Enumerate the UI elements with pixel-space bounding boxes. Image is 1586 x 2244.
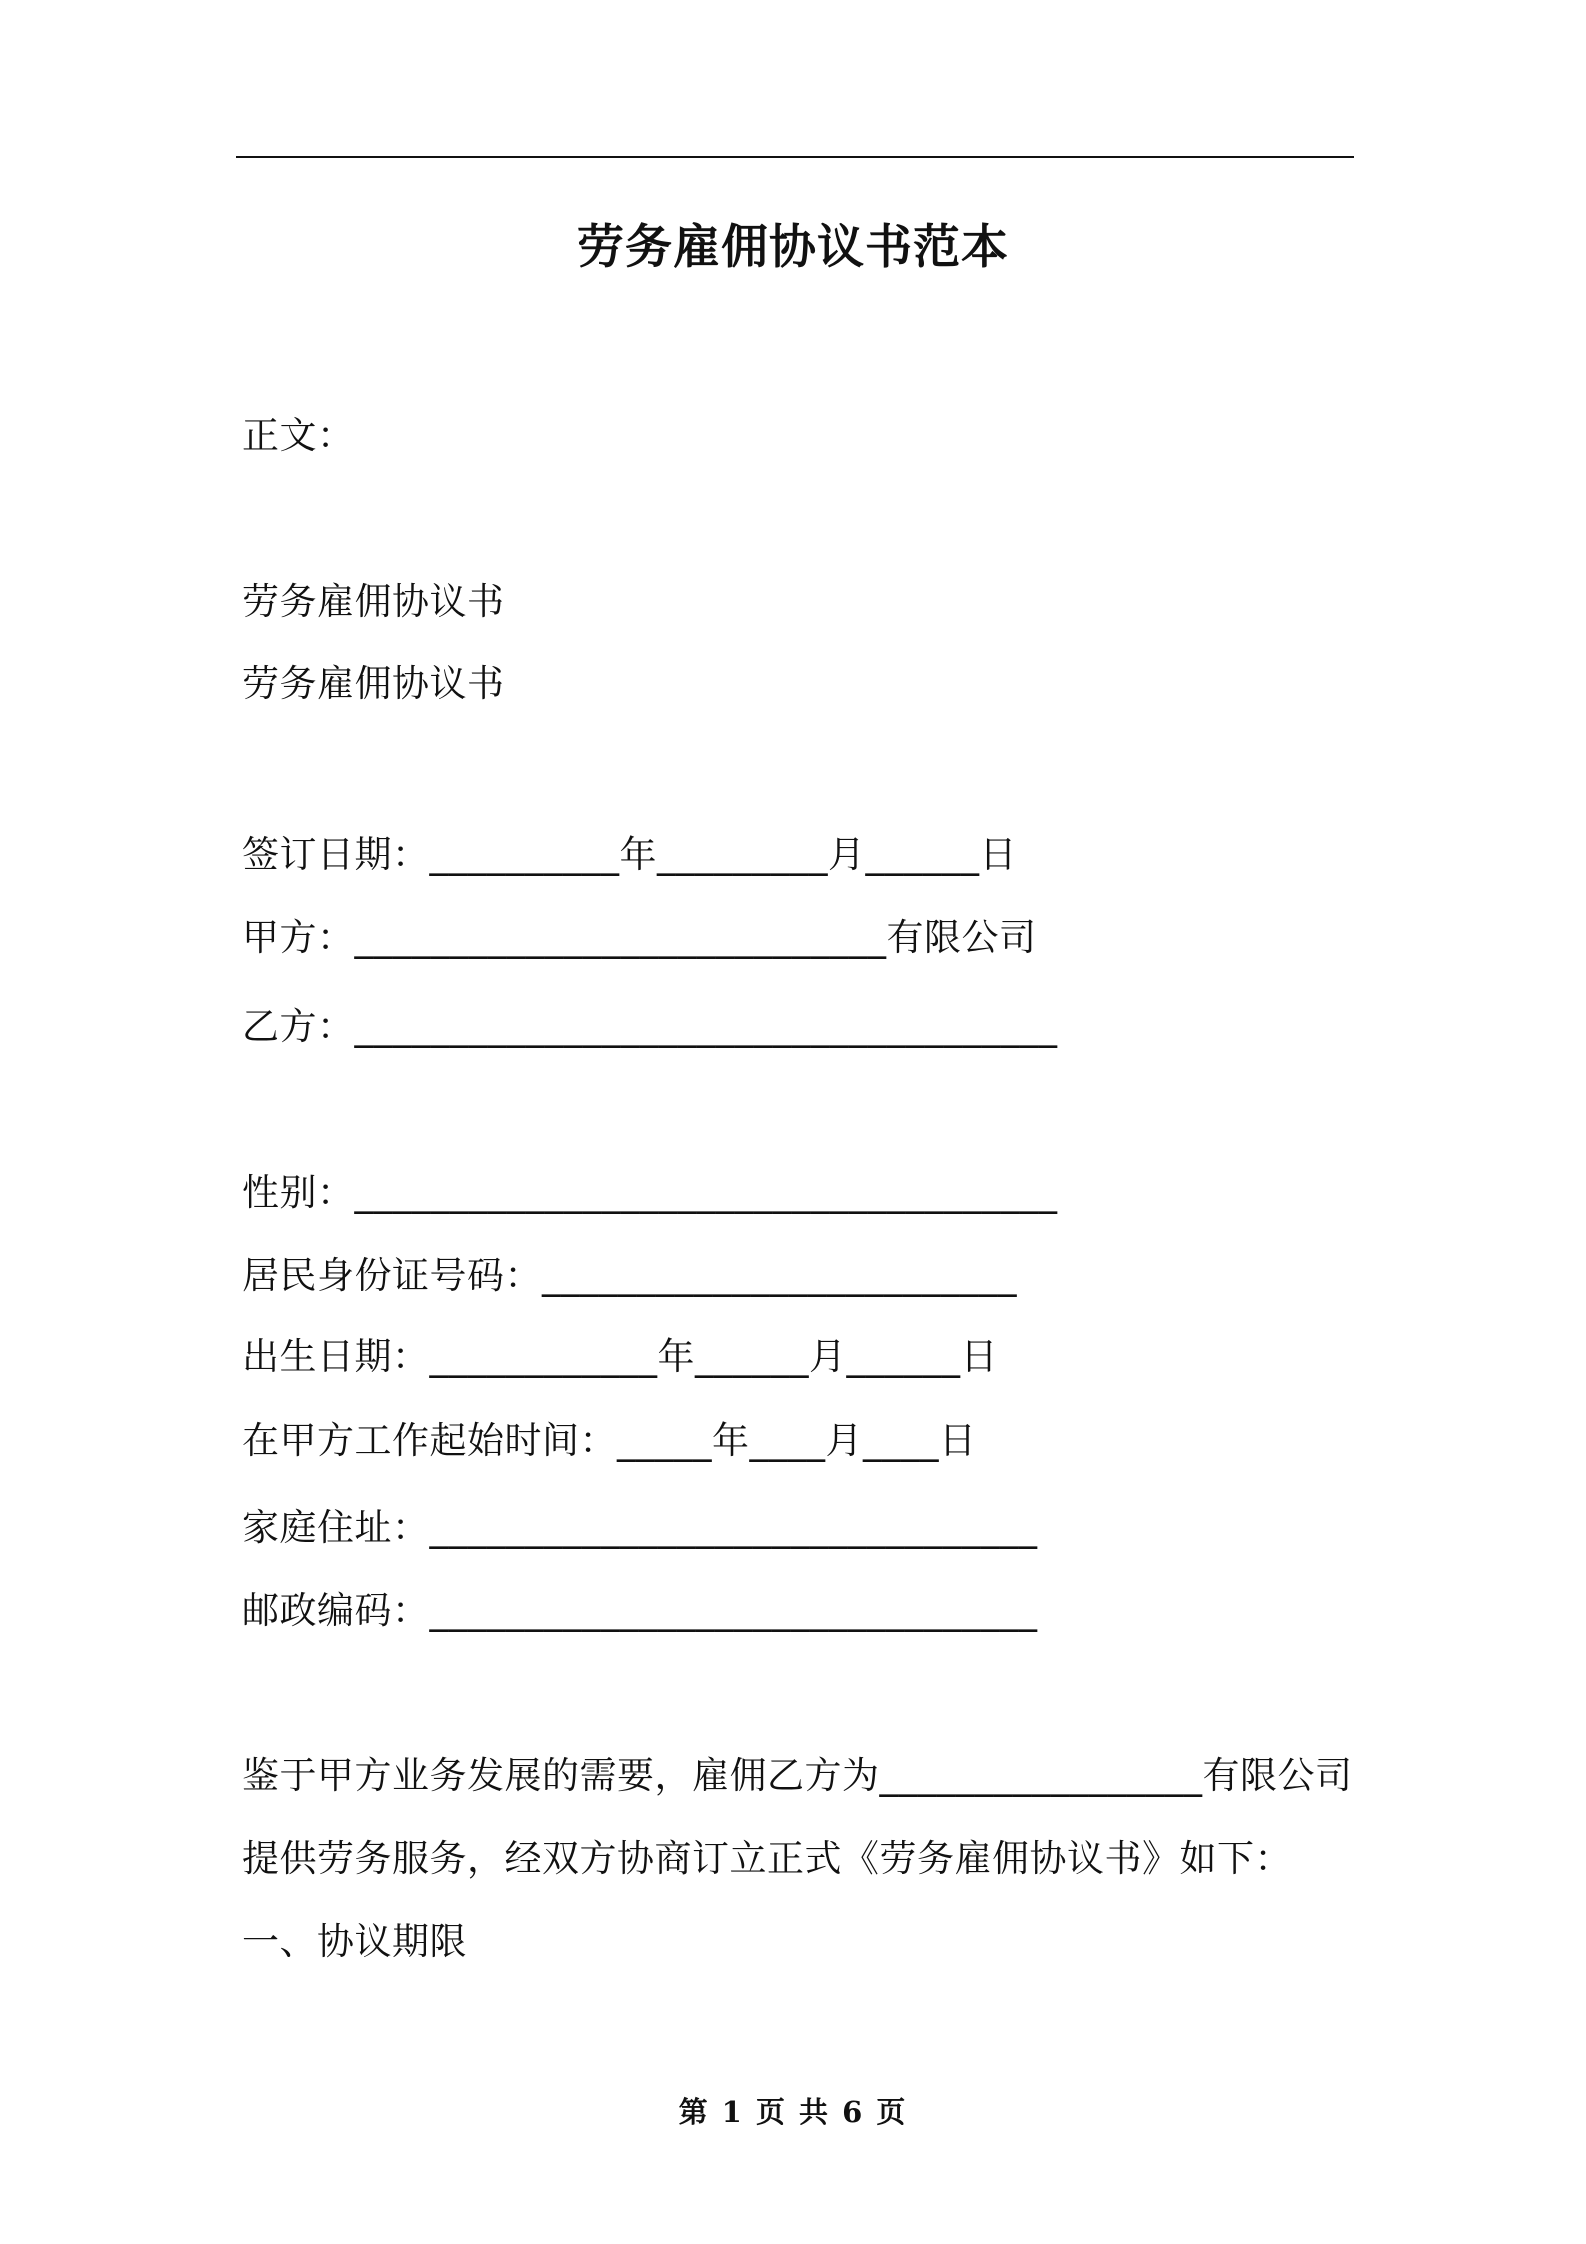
header-rule [236, 156, 1354, 158]
party-a-field: 甲方：____________________________有限公司 [242, 916, 1037, 959]
document-title: 劳务雇佣协议书范本 [577, 220, 1009, 275]
agreement-name-line: 劳务雇佣协议书 [242, 662, 505, 705]
preamble-line-2: 提供劳务服务，经双方协商订立正式《劳务雇佣协议书》如下： [242, 1837, 1292, 1880]
page-footer: 第 1 页 共 6 页 [678, 2095, 908, 2129]
agreement-name-line: 劳务雇佣协议书 [242, 580, 505, 623]
section-label-body: 正文： [242, 414, 355, 457]
postal-code-field: 邮政编码：________________________________ [242, 1589, 1038, 1632]
preamble-line-1: 鉴于甲方业务发展的需要，雇佣乙方为_________________有限公司 [242, 1754, 1353, 1797]
id-number-field: 居民身份证号码：_________________________ [242, 1254, 1017, 1297]
birth-date-field: 出生日期：____________年______月______日 [242, 1335, 998, 1378]
home-address-field: 家庭住址：________________________________ [242, 1506, 1038, 1549]
gender-field: 性别：_____________________________________ [242, 1171, 1058, 1214]
party-b-field: 乙方：_____________________________________ [242, 1005, 1058, 1048]
section-heading-term: 一、协议期限 [242, 1920, 467, 1963]
signing-date-field: 签订日期：__________年_________月______日 [242, 833, 1017, 876]
start-date-field: 在甲方工作起始时间：_____年____月____日 [242, 1419, 977, 1462]
